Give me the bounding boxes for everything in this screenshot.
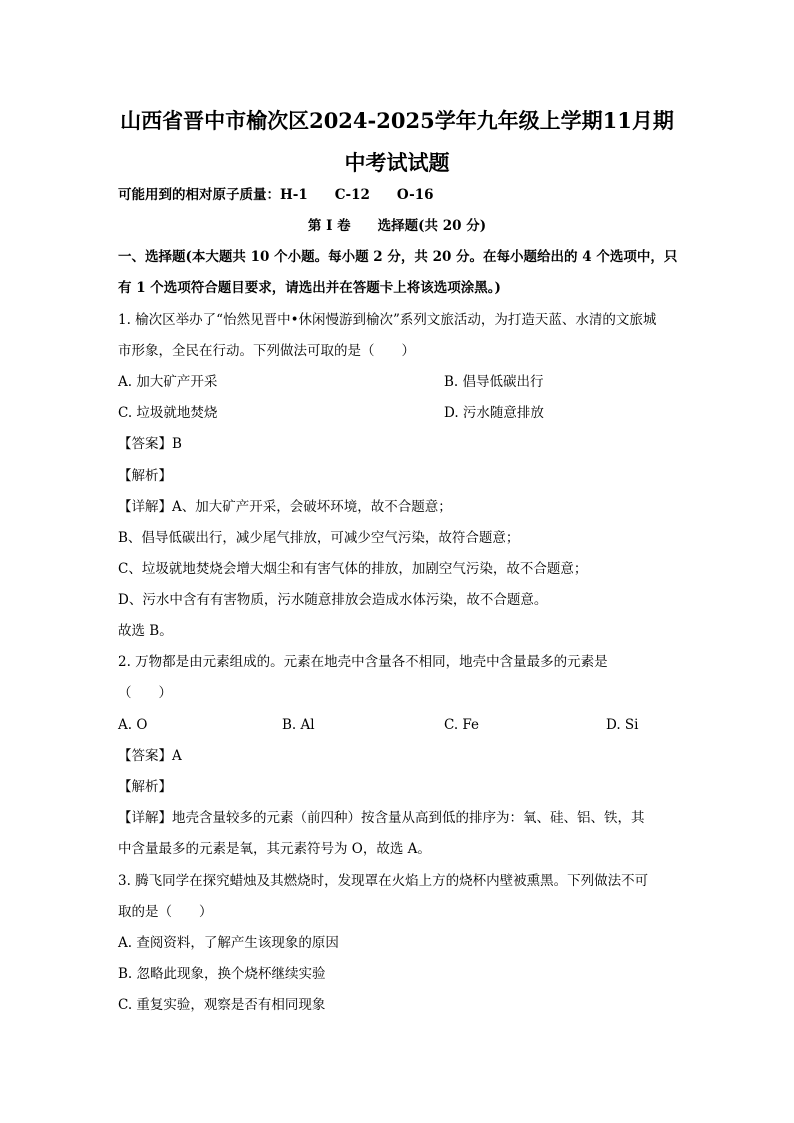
q1-stem-line2: 市形象，全民在行动。下列做法可取的是（ ） bbox=[118, 343, 415, 359]
q3-option-c: C. 重复实验，观察是否有相同现象 bbox=[118, 997, 326, 1013]
q1-detail-3: C、垃圾就地焚烧会增大烟尘和有害气体的排放，加剧空气污染，故不合题意； bbox=[118, 561, 588, 577]
atomic-mass-note: 可能用到的相对原子质量：H-1 C-12 O-16 bbox=[118, 187, 434, 203]
q1-option-d: D. 污水随意排放 bbox=[444, 405, 544, 421]
q1-option-a: A. 加大矿产开采 bbox=[118, 374, 218, 390]
q2-detail-2: 中含量最多的元素是氧，其元素符号为 O，故选 A。 bbox=[118, 841, 431, 857]
exam-title-line1: 山西省晋中市榆次区2024-2025学年九年级上学期11月期 bbox=[120, 108, 674, 133]
q2-option-b: B. Al bbox=[282, 717, 315, 733]
q2-stem-line1: 2. 万物都是由元素组成的。元素在地壳中含量各不相同，地壳中含量最多的元素是 bbox=[118, 654, 608, 670]
q1-analysis-heading: 【解析】 bbox=[118, 468, 172, 484]
instruction-line-2: 有 1 个选项符合题目要求，请选出并在答题卡上将该选项涂黑。) bbox=[118, 280, 501, 296]
q3-option-b: B. 忽略此现象，换个烧杯继续实验 bbox=[118, 966, 326, 982]
q1-option-c: C. 垃圾就地焚烧 bbox=[118, 405, 218, 421]
q2-option-a: A. O bbox=[118, 717, 148, 733]
q1-answer: 【答案】B bbox=[118, 436, 182, 452]
q3-option-a: A. 查阅资料，了解产生该现象的原因 bbox=[118, 935, 339, 951]
q2-analysis-heading: 【解析】 bbox=[118, 779, 172, 795]
q2-detail-1: 【详解】地壳含量较多的元素（前四种）按含量从高到低的排序为：氧、硅、铝、铁，其 bbox=[118, 810, 645, 826]
instruction-line-1: 一、选择题(本大题共 10 个小题。每小题 2 分，共 20 分。在每小题给出的 4 个选项中，只 bbox=[118, 249, 678, 265]
q1-detail-4: D、污水中含有有害物质，污水随意排放会造成水体污染，故不合题意。 bbox=[118, 592, 548, 608]
q2-option-d: D. Si bbox=[606, 717, 639, 733]
q3-stem-line2: 取的是（ ） bbox=[118, 904, 213, 920]
q1-conclusion: 故选 B。 bbox=[118, 623, 173, 639]
q3-stem-line1: 3. 腾飞同学在探究蜡烛及其燃烧时，发现罩在火焰上方的烧杯内壁被熏黑。下列做法不可 bbox=[118, 873, 649, 889]
q1-option-b: B. 倡导低碳出行 bbox=[444, 374, 544, 390]
q1-stem-line1: 1. 榆次区举办了“怡然见晋中•休闲慢游到榆次”系列文旅活动，为打造天蓝、水清的文旅城 bbox=[118, 312, 657, 328]
section-heading: 第 I 卷 选择题(共 20 分) bbox=[307, 218, 487, 234]
q2-stem-line2: （ ） bbox=[118, 685, 172, 701]
q1-detail-2: B、倡导低碳出行，减少尾气排放，可减少空气污染，故符合题意； bbox=[118, 530, 520, 546]
q2-answer: 【答案】A bbox=[118, 748, 182, 764]
exam-title-line2: 中考试试题 bbox=[344, 150, 450, 175]
q2-option-c: C. Fe bbox=[444, 717, 480, 733]
q1-detail-1: 【详解】A、加大矿产开采，会破坏环境，故不合题意； bbox=[118, 499, 452, 515]
